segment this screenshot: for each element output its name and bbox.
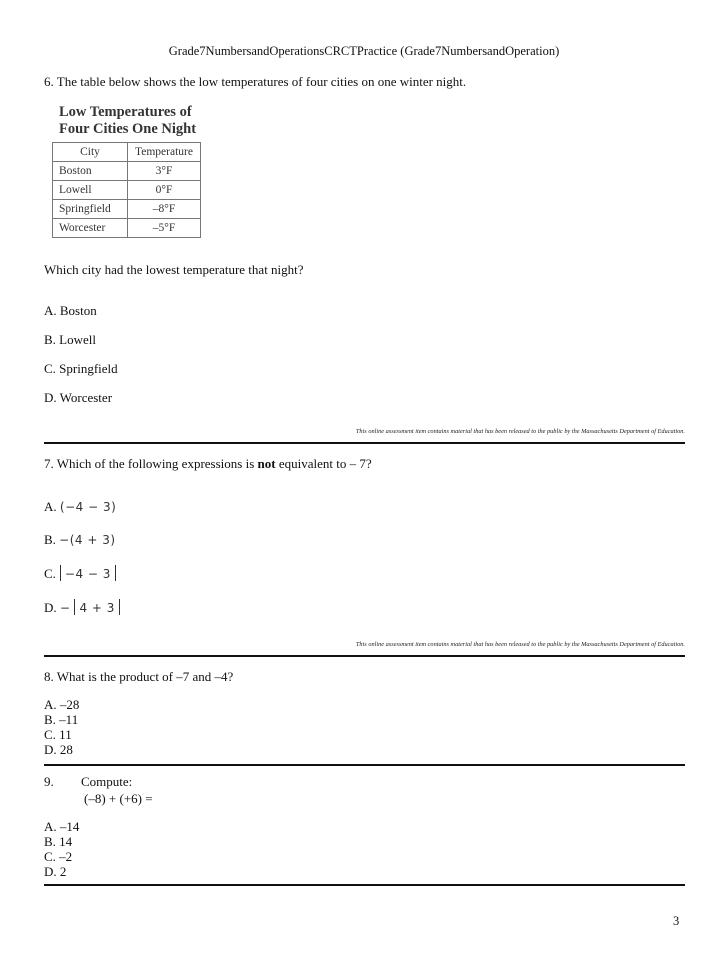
table-cell-city: Springfield [53,200,128,219]
q7-prompt-bold: not [257,456,276,471]
q9-expression: (–8) + (+6) = [84,791,153,806]
expression: −4 − 3 [64,567,111,581]
option-letter: A. [44,499,57,514]
temperature-table [52,142,201,238]
q7-prompt-post: equivalent to – 7? [275,456,372,471]
q9-option-a: A. –14 [44,819,80,834]
q7-option-c [44,565,120,582]
absolute-value-bar-left [74,599,75,615]
table-header-city: City [53,143,128,162]
table-header-row [53,143,201,162]
q9-option-d: D. 2 [44,864,67,879]
option-letter: D. [44,600,57,615]
table-title-line2: Four Cities One Night [59,121,197,137]
q8-prompt: 8. What is the product of –7 and –4? [44,669,234,684]
absolute-value-bar-left [60,565,61,581]
q7-option-d [44,599,124,616]
q7-option-b [44,532,116,548]
table-header-temperature: Temperature [128,143,201,162]
expression: −(4 + 3) [59,533,116,547]
q9-number: 9. [44,774,54,789]
q8-option-c: C. 11 [44,727,72,742]
expression: 4 + 3 [79,601,115,615]
table-cell-city: Boston [53,162,128,181]
q6-question: Which city had the lowest temperature that night? [44,262,304,277]
table-cell-city: Lowell [53,181,128,200]
q7-prompt-pre: 7. Which of the following expressions is [44,456,258,471]
absolute-value-bar-right [115,565,116,581]
q9-label: Compute: [81,774,133,789]
table-cell-temp: 0°F [128,181,201,200]
section-divider [44,655,685,657]
q7-option-a [44,499,116,515]
q6-option-b: B. Lowell [44,332,96,347]
q6-option-a: A. Boston [44,303,97,318]
q6-prompt: 6. The table below shows the low temperatures of four cities on one winter night. [44,74,467,89]
q6-option-c: C. Springfield [44,361,118,376]
table-cell-temp: 3°F [128,162,201,181]
q9-option-b: B. 14 [44,834,73,849]
table-cell-temp: –8°F [128,200,201,219]
section-divider [44,764,685,766]
table-row [53,181,201,200]
option-letter: B. [44,532,56,547]
option-letter: C. [44,566,56,581]
page-header: Grade7NumbersandOperationsCRCTPractice (Grade7NumbersandOperation) [168,44,560,58]
page-number: 3 [673,914,680,928]
table-row [53,162,201,181]
table-row [53,200,201,219]
table-title-line1: Low Temperatures of [59,104,192,120]
q8-option-a: A. –28 [44,697,80,712]
table-cell-temp: –5°F [128,219,201,238]
negation-sign: − [59,601,71,615]
release-notice: This online assessment item contains material that has been released to the public by the Massachusetts Department of Education. [355,641,685,648]
q9-option-c: C. –2 [44,849,73,864]
table-cell-city: Worcester [53,219,128,238]
section-divider [44,884,685,886]
q8-option-b: B. –11 [44,712,79,727]
q7-prompt [44,456,372,471]
absolute-value-bar-right [119,599,120,615]
release-notice: This online assessment item contains material that has been released to the public by the Massachusetts Department of Education. [355,428,685,435]
expression: (−4 − 3) [59,500,117,514]
q6-option-d: D. Worcester [44,390,113,405]
table-row [53,219,201,238]
temperature-table-figure [52,104,208,238]
q8-option-d: D. 28 [44,742,73,757]
section-divider [44,442,685,444]
